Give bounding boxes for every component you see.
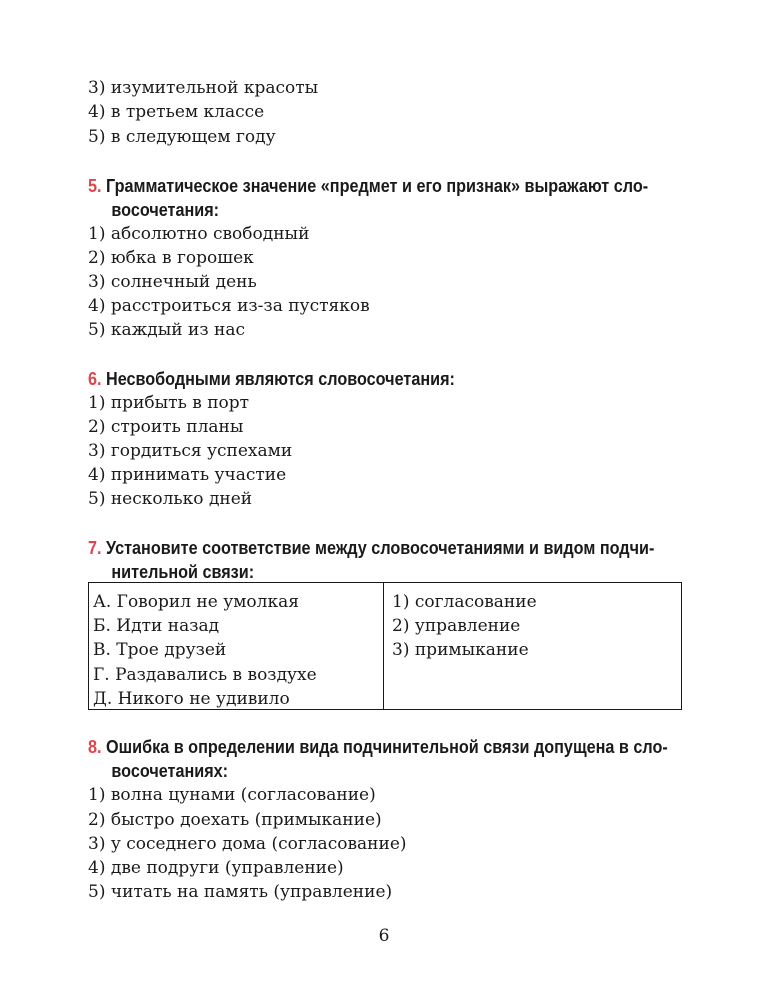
question-6-heading	[88, 367, 688, 391]
q6-option-3: 3) гордиться успехами	[88, 441, 293, 461]
question-8-number: 8.	[88, 737, 102, 757]
matching-item-g: Г. Раздавались в воздухе	[93, 664, 317, 685]
q4-option-5: 5) в следующем году	[88, 127, 276, 147]
q6-option-5: 5) несколько дней	[88, 489, 253, 509]
matching-answer-1: 1) согласование	[392, 592, 537, 612]
page-number: 6	[378, 926, 390, 946]
question-6-number: 6.	[88, 369, 102, 389]
q8-option-3: 3) у соседнего дома (согласование)	[88, 834, 407, 854]
q8-option-1: 1) волна цунами (согласование)	[88, 785, 376, 805]
matching-item-a: А. Говорил не умолкая	[93, 592, 299, 612]
question-8-text-line2: восочетаниях:	[111, 761, 229, 781]
question-7-number: 7.	[88, 538, 102, 558]
q8-option-5: 5) читать на память (управление)	[88, 882, 393, 902]
matching-item-b: Б. Идти назад	[93, 616, 220, 637]
matching-table-right-column	[392, 590, 537, 663]
matching-item-d: Д. Никого не удивило	[93, 688, 290, 709]
q5-option-4: 4) расстроиться из-за пустяков	[88, 296, 370, 316]
matching-item-v: В. Трое друзей	[93, 640, 227, 661]
matching-table-divider	[383, 583, 384, 709]
question-8-text-line1: Ошибка в определении вида подчинительной связи допущена в сло-	[106, 737, 668, 757]
q5-option-2: 2) юбка в горошек	[88, 248, 254, 268]
question-5-heading	[88, 174, 688, 222]
question-5-number: 5.	[88, 176, 102, 196]
question-7-heading	[88, 536, 688, 584]
question-8-heading	[88, 735, 688, 783]
q5-option-1: 1) абсолютно свободный	[88, 224, 310, 244]
matching-answer-3: 3) примыкание	[392, 640, 529, 661]
q6-option-2: 2) строить планы	[88, 417, 244, 437]
question-5-text-line1: Грамматическое значение «предмет и его признак» выражают сло-	[106, 176, 649, 196]
matching-table	[88, 582, 682, 710]
question-7-text-line2: нительной связи:	[111, 562, 255, 582]
question-7-text-line1: Установите соответствие между словосочетаниями и видом подчи-	[106, 538, 655, 558]
q8-option-2: 2) быстро доехать (примыкание)	[88, 810, 382, 830]
q5-option-3: 3) солнечный день	[88, 272, 257, 292]
q6-option-1: 1) прибыть в порт	[88, 393, 250, 413]
q5-option-5: 5) каждый из нас	[88, 320, 245, 340]
matching-answer-2: 2) управление	[392, 616, 521, 637]
q4-option-3: 3) изумительной красоты	[88, 78, 319, 98]
question-6-text-line1: Несвободными являются словосочетания:	[106, 369, 455, 389]
q6-option-4: 4) принимать участие	[88, 465, 287, 485]
matching-table-left-column	[93, 590, 317, 711]
question-5-text-line2: восочетания:	[111, 200, 220, 220]
q8-option-4: 4) две подруги (управление)	[88, 858, 344, 878]
q4-option-4: 4) в третьем классе	[88, 102, 265, 122]
